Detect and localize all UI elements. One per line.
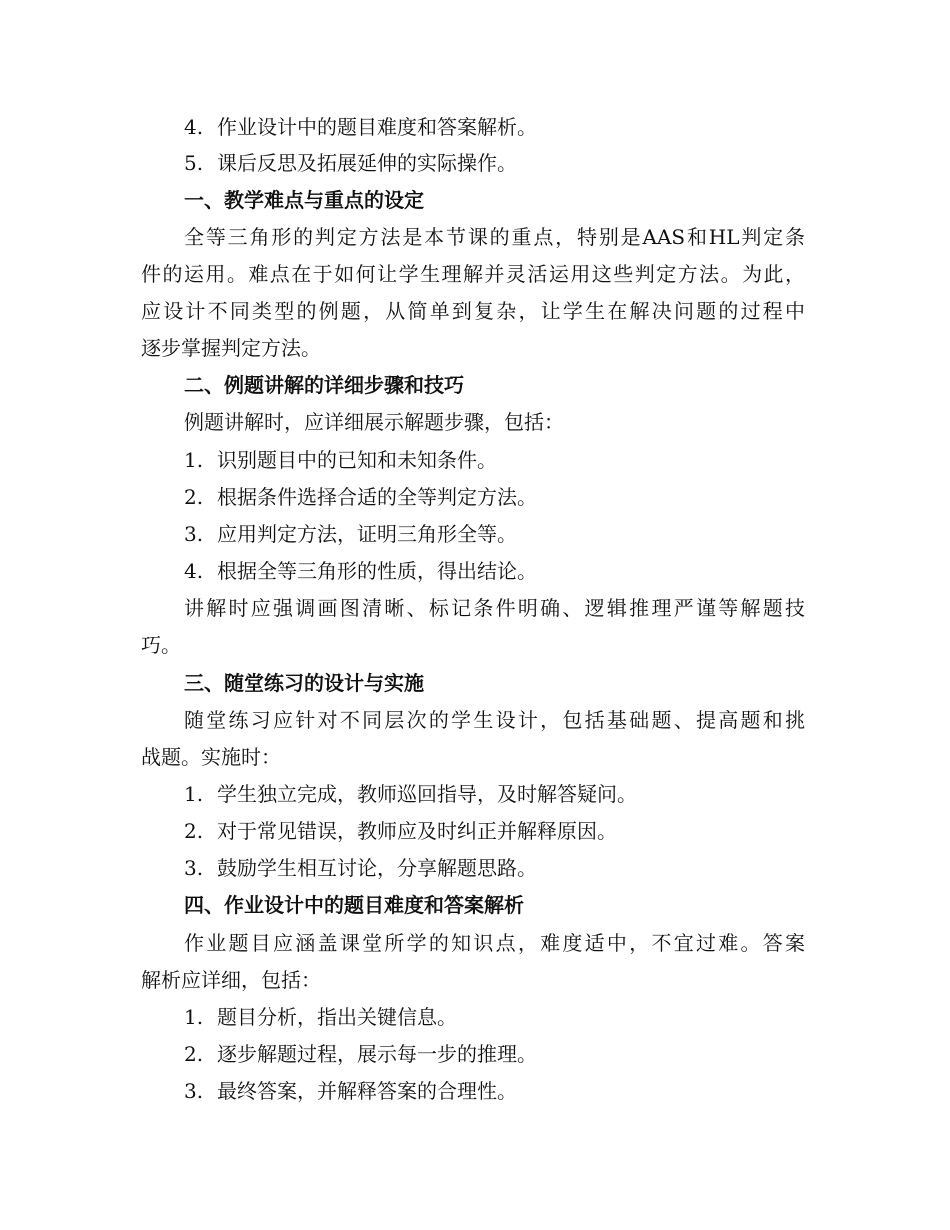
list-text: 学生独立完成，教师巡回指导，及时解答疑问。 [217,782,637,806]
list-item [184,817,617,845]
list-number: 2. [184,485,204,509]
list-item [184,854,537,882]
list-item [184,557,537,585]
paragraph-line: 战题。实施时： [141,745,281,769]
list-item [184,149,517,177]
paragraph-line: 讲解时应强调画图清晰、标记条件明确、逻辑推理严谨等解题技 [184,596,805,620]
list-number: 1. [184,782,204,806]
list-number: 2. [184,1042,204,1066]
list-number: 3. [184,856,204,880]
list-text: 鼓励学生相互讨论，分享解题思路。 [217,856,537,880]
list-item [184,113,537,141]
list-number: 5. [184,151,204,175]
paragraph-line: 巧。 [141,633,181,657]
list-text: 识别题目中的已知和未知条件。 [217,448,497,472]
list-number: 2. [184,819,204,843]
list-item [184,1077,517,1105]
paragraph-line: 逐步掌握判定方法。 [141,336,321,360]
list-number: 4. [184,115,204,139]
paragraph-line: 作业题目应涵盖课堂所学的知识点，难度适中，不宜过难。答案 [184,931,805,955]
list-text: 课后反思及拓展延伸的实际操作。 [217,151,517,175]
paragraph-line: 应设计不同类型的例题，从简单到复杂，让学生在解决问题的过程中 [141,299,805,323]
section-heading: 三、随堂练习的设计与实施 [184,671,424,695]
list-text: 作业设计中的题目难度和答案解析。 [217,115,537,139]
section-heading: 一、教学难点与重点的设定 [184,188,424,212]
list-item [184,520,517,548]
list-number: 4. [184,559,204,583]
list-item [184,446,497,474]
paragraph-line: 全等三角形的判定方法是本节课的重点，特别是AAS和HL判定条 [184,225,805,249]
paragraph-line: 解析应详细，包括： [141,968,321,992]
list-item [184,780,637,808]
list-text: 对于常见错误，教师应及时纠正并解释原因。 [217,819,617,843]
list-item [184,483,537,511]
list-text: 逐步解题过程，展示每一步的推理。 [217,1042,537,1066]
list-item [184,1040,537,1068]
list-item [184,1003,457,1031]
section-heading: 四、作业设计中的题目难度和答案解析 [184,893,524,917]
section-heading: 二、例题讲解的详细步骤和技巧 [184,373,464,397]
list-number: 3. [184,1079,204,1103]
list-text: 题目分析，指出关键信息。 [217,1005,457,1029]
paragraph-line: 例题讲解时，应详细展示解题步骤，包括： [184,410,564,434]
list-text: 根据全等三角形的性质，得出结论。 [217,559,537,583]
list-number: 1. [184,448,204,472]
list-text: 最终答案，并解释答案的合理性。 [217,1079,517,1103]
list-number: 1. [184,1005,204,1029]
paragraph-line: 件的运用。难点在于如何让学生理解并灵活运用这些判定方法。为此， [141,262,805,286]
paragraph-line: 随堂练习应针对不同层次的学生设计，包括基础题、提高题和挑 [184,708,805,732]
list-text: 应用判定方法，证明三角形全等。 [217,522,517,546]
list-number: 3. [184,522,204,546]
list-text: 根据条件选择合适的全等判定方法。 [217,485,537,509]
